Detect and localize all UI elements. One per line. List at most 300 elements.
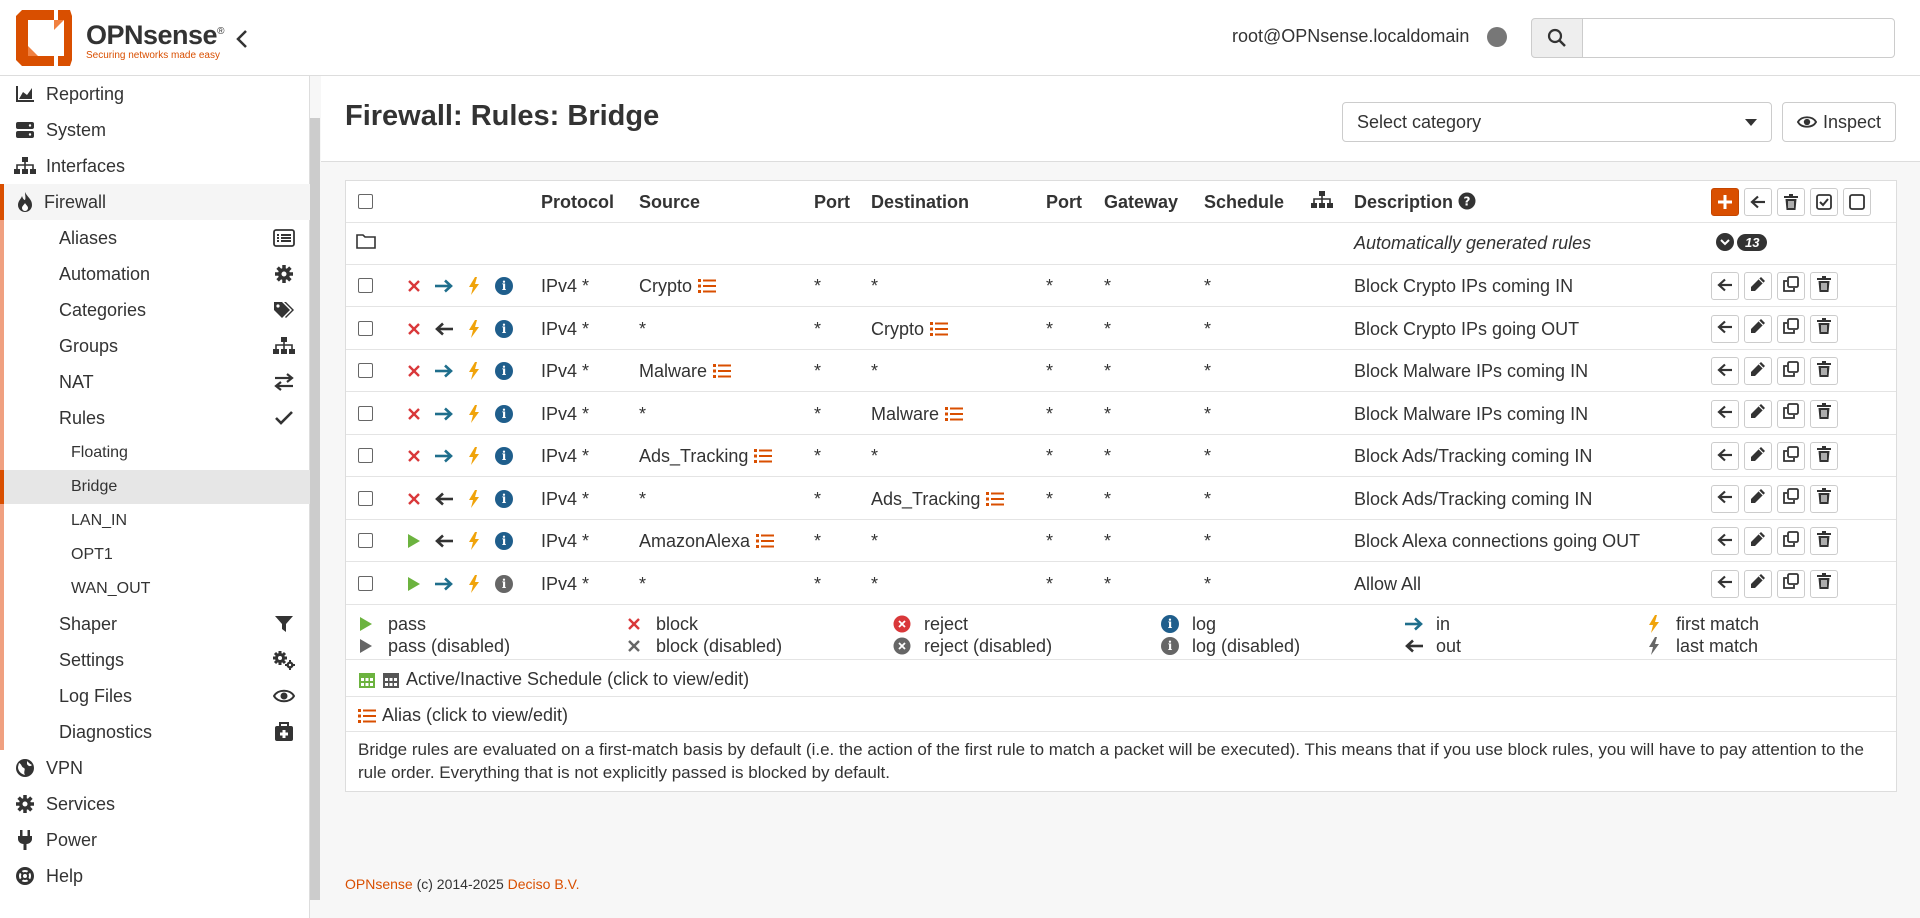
info-icon[interactable]: i bbox=[493, 530, 515, 552]
clone-icon bbox=[1783, 276, 1799, 297]
alias-list-icon[interactable] bbox=[692, 276, 716, 296]
pencil-icon bbox=[1750, 446, 1766, 467]
table-row[interactable] bbox=[346, 520, 1896, 562]
eye-icon bbox=[1797, 114, 1817, 130]
status-indicator[interactable] bbox=[1487, 27, 1507, 47]
table-row[interactable] bbox=[346, 563, 1896, 605]
header-destination-port[interactable]: Port bbox=[1046, 192, 1082, 212]
caret-down-icon bbox=[1745, 119, 1757, 126]
rules-panel bbox=[345, 180, 1897, 792]
arrow-left-icon bbox=[1717, 488, 1733, 509]
move-before-button[interactable] bbox=[1711, 315, 1739, 343]
page-header bbox=[321, 76, 1920, 162]
search-button[interactable] bbox=[1531, 18, 1583, 58]
clone-rule-button[interactable] bbox=[1777, 442, 1805, 470]
trash-icon bbox=[1784, 194, 1798, 210]
cell-destination: * bbox=[871, 573, 879, 594]
rule-checkbox[interactable] bbox=[358, 491, 373, 506]
rule-actions bbox=[1711, 400, 1838, 428]
rule-checkbox[interactable] bbox=[358, 406, 373, 421]
legend-alias: Alias (click to view/edit) bbox=[358, 705, 568, 726]
play-icon[interactable] bbox=[403, 573, 425, 595]
list-icon bbox=[272, 227, 296, 249]
rule-status-icons bbox=[403, 573, 515, 595]
trash-icon bbox=[1817, 573, 1831, 594]
svg-text:?: ? bbox=[1463, 194, 1471, 209]
rule-actions bbox=[1711, 570, 1838, 598]
delete-rule-button[interactable] bbox=[1810, 400, 1838, 428]
cell-schedule: * bbox=[1204, 531, 1212, 551]
sidebar-item-automation[interactable]: Automation bbox=[0, 256, 310, 292]
folder-icon bbox=[356, 232, 376, 255]
info-icon[interactable]: i bbox=[493, 573, 515, 595]
table-row[interactable] bbox=[346, 308, 1896, 350]
move-before-button[interactable] bbox=[1711, 400, 1739, 428]
divider bbox=[346, 659, 1896, 660]
alias-list-icon[interactable] bbox=[924, 319, 948, 339]
sidebar-scrollbar[interactable] bbox=[310, 118, 320, 900]
calendar-icon bbox=[382, 671, 400, 689]
arrow-left-icon bbox=[1717, 403, 1733, 424]
times-icon[interactable] bbox=[403, 275, 425, 297]
clone-icon bbox=[1783, 573, 1799, 594]
opnsense-logo[interactable] bbox=[14, 8, 74, 68]
trash-icon bbox=[1817, 531, 1831, 552]
info-icon: i bbox=[1160, 613, 1180, 635]
deciso-link[interactable]: Deciso B.V. bbox=[507, 876, 580, 892]
plug-icon bbox=[14, 829, 36, 851]
cell-destination[interactable]: Ads_Tracking bbox=[871, 489, 1004, 510]
trash-icon bbox=[1817, 361, 1831, 382]
clone-icon bbox=[1783, 361, 1799, 382]
legend-schedule: Active/Inactive Schedule (click to view/edit) bbox=[358, 669, 749, 690]
trash-icon bbox=[1817, 276, 1831, 297]
cell-gateway: * bbox=[1104, 403, 1112, 424]
cell-gateway: * bbox=[1104, 488, 1112, 509]
cell-protocol: IPv4 * bbox=[541, 573, 590, 594]
info-icon[interactable]: i bbox=[493, 275, 515, 297]
rule-actions bbox=[1711, 272, 1838, 300]
sidebar-item-settings[interactable]: Settings bbox=[0, 642, 310, 678]
pencil-icon bbox=[1750, 276, 1766, 297]
edit-rule-button[interactable] bbox=[1744, 315, 1772, 343]
sidebar-item-firewall[interactable]: Firewall bbox=[0, 184, 310, 220]
cell-source-port: * bbox=[814, 318, 822, 339]
info-icon[interactable]: i bbox=[493, 360, 515, 382]
enable-selected-button[interactable] bbox=[1810, 188, 1838, 216]
edit-rule-button[interactable] bbox=[1744, 570, 1772, 598]
cell-destination[interactable]: Malware bbox=[871, 404, 963, 425]
sidebar-item-wan-out[interactable]: WAN_OUT bbox=[0, 572, 310, 606]
arrow-left-icon bbox=[1717, 318, 1733, 339]
sidebar-item-aliases[interactable]: Aliases bbox=[0, 220, 310, 256]
edit-rule-button[interactable] bbox=[1744, 442, 1772, 470]
disable-selected-button[interactable] bbox=[1843, 188, 1871, 216]
auto-rules-count-badge[interactable]: 13 bbox=[1716, 233, 1767, 251]
cell-schedule: * bbox=[1204, 361, 1212, 381]
table-row[interactable] bbox=[346, 435, 1896, 477]
arrow-right-icon bbox=[433, 445, 455, 467]
delete-rule-button[interactable] bbox=[1810, 315, 1838, 343]
times-icon[interactable] bbox=[403, 318, 425, 340]
cell-source-port: * bbox=[814, 403, 822, 424]
search-input[interactable] bbox=[1582, 18, 1895, 58]
rule-evaluation-note: Bridge rules are evaluated on a first-match basis by default (i.e. the action of the first rule to match a packet will be executed). This means that if you use block rules, you will have to pay attention to the rule order. Everything that is not explicitly passed is blocked by default. bbox=[358, 740, 1864, 782]
cell-schedule: * bbox=[1204, 446, 1212, 466]
chevron-down-icon bbox=[1716, 233, 1734, 251]
arrow-left-icon bbox=[1750, 195, 1766, 209]
alias-list-icon[interactable] bbox=[750, 531, 774, 551]
cell-destination-port: * bbox=[1046, 446, 1054, 466]
pencil-icon bbox=[1750, 488, 1766, 509]
cell-schedule: * bbox=[1204, 318, 1212, 339]
info-icon[interactable]: i bbox=[493, 403, 515, 425]
move-before-button[interactable] bbox=[1711, 485, 1739, 513]
rule-checkbox[interactable] bbox=[358, 533, 373, 548]
main-content bbox=[321, 76, 1920, 918]
arrow-left-icon bbox=[1717, 276, 1733, 297]
times-icon bbox=[624, 635, 644, 657]
help-icon[interactable] bbox=[1458, 192, 1476, 210]
cell-protocol: IPv4 * bbox=[541, 488, 590, 509]
gear-icon bbox=[14, 793, 36, 815]
rule-checkbox[interactable] bbox=[358, 363, 373, 378]
delete-rule-button[interactable] bbox=[1810, 527, 1838, 555]
times-icon[interactable] bbox=[403, 403, 425, 425]
legend-block-disabled: block (disabled) bbox=[624, 635, 782, 657]
plus-icon bbox=[1718, 195, 1732, 209]
exchange-icon bbox=[272, 371, 296, 393]
sidebar-item-lan-in[interactable]: LAN_IN bbox=[0, 504, 310, 538]
alias-list-icon[interactable] bbox=[707, 361, 731, 381]
edit-rule-button[interactable] bbox=[1744, 400, 1772, 428]
cell-gateway: * bbox=[1104, 276, 1112, 296]
sidebar-item-help[interactable]: Help bbox=[0, 858, 310, 894]
cell-description: Block Malware IPs coming IN bbox=[1354, 361, 1589, 381]
rule-status-icons bbox=[403, 530, 515, 552]
legend-last-match: last match bbox=[1644, 635, 1758, 657]
rule-checkbox[interactable] bbox=[358, 576, 373, 591]
arrow-right-icon bbox=[1404, 613, 1424, 635]
rule-status-icons bbox=[403, 318, 515, 340]
times-icon[interactable] bbox=[403, 488, 425, 510]
edit-rule-button[interactable] bbox=[1744, 485, 1772, 513]
sidebar-item-power[interactable]: Power bbox=[0, 822, 310, 858]
header-description[interactable]: Description ? bbox=[1354, 192, 1476, 213]
info-icon: i bbox=[1160, 635, 1180, 657]
header-schedule[interactable]: Schedule bbox=[1204, 192, 1285, 212]
sidebar-item-categories[interactable]: Categories bbox=[0, 292, 310, 328]
check-icon bbox=[272, 407, 296, 429]
times-icon[interactable] bbox=[403, 360, 425, 382]
cell-source[interactable]: AmazonAlexa bbox=[639, 531, 774, 552]
delete-rule-button[interactable] bbox=[1810, 272, 1838, 300]
inspect-button[interactable]: Inspect bbox=[1782, 102, 1896, 142]
cell-source[interactable]: Ads_Tracking bbox=[639, 446, 772, 467]
clone-rule-button[interactable] bbox=[1777, 315, 1805, 343]
cell-description: Allow All bbox=[1354, 573, 1422, 594]
alias-list-icon[interactable] bbox=[980, 489, 1004, 509]
cell-schedule: * bbox=[1204, 573, 1212, 594]
cell-destination-port: * bbox=[1046, 318, 1054, 339]
cell-description: Block Alexa connections going OUT bbox=[1354, 531, 1641, 551]
delete-rule-button[interactable] bbox=[1810, 442, 1838, 470]
clone-rule-button[interactable] bbox=[1777, 400, 1805, 428]
arrow-left-icon bbox=[433, 318, 455, 340]
sidebar-item-log-files[interactable]: Log Files bbox=[0, 678, 310, 714]
sidebar-item-vpn[interactable]: VPN bbox=[0, 750, 310, 786]
pencil-icon bbox=[1750, 403, 1766, 424]
cell-destination[interactable]: Crypto bbox=[871, 319, 948, 340]
square-icon bbox=[1849, 194, 1865, 210]
play-icon bbox=[356, 613, 376, 635]
legend-log-disabled: i log (disabled) bbox=[1160, 635, 1300, 657]
page-title: Firewall: Rules: Bridge bbox=[345, 100, 660, 132]
brand-tagline: Securing networks made easy bbox=[86, 50, 220, 61]
user-name[interactable]: root@OPNsense.localdomain bbox=[1232, 26, 1470, 46]
sidebar-item-interfaces[interactable]: Interfaces bbox=[0, 148, 310, 184]
legend-first-match: first match bbox=[1644, 613, 1759, 635]
check-square-icon bbox=[1816, 194, 1832, 210]
cell-source-port: * bbox=[814, 488, 822, 509]
cell-destination-port: * bbox=[1046, 403, 1054, 424]
bolt-icon bbox=[463, 403, 485, 425]
times-icon[interactable] bbox=[403, 445, 425, 467]
bolt-icon bbox=[463, 445, 485, 467]
delete-rule-button[interactable] bbox=[1810, 570, 1838, 598]
clone-rule-button[interactable] bbox=[1777, 570, 1805, 598]
cell-protocol: IPv4 * bbox=[541, 318, 590, 339]
cell-protocol: IPv4 * bbox=[541, 446, 590, 466]
play-icon[interactable] bbox=[403, 530, 425, 552]
alias-list-icon[interactable] bbox=[939, 404, 963, 424]
header-source[interactable]: Source bbox=[639, 192, 701, 212]
table-row[interactable] bbox=[346, 393, 1896, 435]
cell-destination: * bbox=[871, 361, 879, 381]
rule-status-icons bbox=[403, 488, 515, 510]
cell-source[interactable]: Malware bbox=[639, 361, 731, 382]
search-icon bbox=[1547, 28, 1567, 48]
rule-actions bbox=[1711, 357, 1838, 385]
rule-actions bbox=[1711, 315, 1838, 343]
server-icon bbox=[14, 119, 36, 141]
table-row[interactable] bbox=[346, 350, 1896, 392]
cell-destination-port: * bbox=[1046, 361, 1054, 381]
clone-rule-button[interactable] bbox=[1777, 485, 1805, 513]
move-before-button[interactable] bbox=[1711, 272, 1739, 300]
trash-icon bbox=[1817, 446, 1831, 467]
table-header bbox=[346, 181, 1896, 223]
clone-icon bbox=[1783, 403, 1799, 424]
clone-icon bbox=[1783, 318, 1799, 339]
legend-out: out bbox=[1404, 635, 1461, 657]
arrow-left-icon bbox=[1717, 361, 1733, 382]
brand-name: OPNsense® bbox=[86, 20, 224, 50]
header-destination[interactable]: Destination bbox=[871, 192, 970, 212]
delete-rule-button[interactable] bbox=[1810, 357, 1838, 385]
cell-source: * bbox=[639, 318, 647, 339]
cell-destination: * bbox=[871, 446, 879, 466]
cell-destination-port: * bbox=[1046, 573, 1054, 594]
arrow-right-icon bbox=[433, 360, 455, 382]
legend-in: in bbox=[1404, 613, 1450, 635]
times-circle-icon bbox=[892, 635, 912, 657]
sidebar-item-shaper[interactable]: Shaper bbox=[0, 606, 310, 642]
sidebar-item-nat[interactable]: NAT bbox=[0, 364, 310, 400]
auto-rules-row[interactable]: Automatically generated rules 13 bbox=[346, 223, 1896, 265]
alias-list-icon[interactable] bbox=[748, 446, 772, 466]
pencil-icon bbox=[1750, 573, 1766, 594]
sidebar-item-groups[interactable]: Groups bbox=[0, 328, 310, 364]
collapse-sidebar-icon[interactable] bbox=[232, 26, 252, 52]
pencil-icon bbox=[1750, 361, 1766, 382]
header-source-port[interactable]: Port bbox=[814, 192, 850, 212]
header-protocol[interactable]: Protocol bbox=[541, 192, 615, 212]
sidebar-item-reporting[interactable]: Reporting bbox=[0, 76, 310, 112]
delete-rule-button[interactable] bbox=[1810, 485, 1838, 513]
divider bbox=[346, 696, 1896, 697]
cell-destination-port: * bbox=[1046, 276, 1054, 296]
cell-description: Block Ads/Tracking coming IN bbox=[1354, 446, 1593, 466]
fire-icon bbox=[14, 191, 36, 213]
cell-schedule: * bbox=[1204, 276, 1212, 296]
sidebar-item-floating[interactable]: Floating bbox=[0, 436, 310, 470]
select-all-checkbox[interactable] bbox=[358, 194, 373, 209]
clone-rule-button[interactable] bbox=[1777, 527, 1805, 555]
arrow-left-icon bbox=[1404, 635, 1424, 657]
edit-rule-button[interactable] bbox=[1744, 527, 1772, 555]
pencil-icon bbox=[1750, 531, 1766, 552]
move-before-button[interactable] bbox=[1711, 357, 1739, 385]
edit-rule-button[interactable] bbox=[1744, 357, 1772, 385]
rule-actions bbox=[1711, 442, 1838, 470]
opnsense-link[interactable]: OPNsense bbox=[345, 876, 413, 892]
move-selected-button[interactable] bbox=[1744, 188, 1772, 216]
cell-source-port: * bbox=[814, 361, 822, 381]
sidebar-item-system[interactable]: System bbox=[0, 112, 310, 148]
sitemap-icon bbox=[14, 155, 36, 177]
sidebar-item-diagnostics[interactable]: Diagnostics bbox=[0, 714, 310, 750]
arrow-right-icon bbox=[433, 573, 455, 595]
medkit-icon bbox=[272, 721, 296, 743]
cell-description: Block Ads/Tracking coming IN bbox=[1354, 488, 1593, 509]
legend-pass: pass bbox=[356, 613, 426, 635]
sidebar-item-rules[interactable]: Rules bbox=[0, 400, 310, 436]
clone-rule-button[interactable] bbox=[1777, 272, 1805, 300]
cell-destination-port: * bbox=[1046, 531, 1054, 551]
play-icon bbox=[356, 635, 376, 657]
header-gateway[interactable]: Gateway bbox=[1104, 192, 1179, 212]
cell-description: Block Crypto IPs coming IN bbox=[1354, 276, 1574, 296]
move-before-button[interactable] bbox=[1711, 570, 1739, 598]
cell-source-port: * bbox=[814, 446, 822, 466]
cell-description: Block Malware IPs coming IN bbox=[1354, 403, 1589, 424]
legend-pass-disabled: pass (disabled) bbox=[356, 635, 510, 657]
cell-source[interactable]: Crypto bbox=[639, 276, 716, 297]
clone-icon bbox=[1783, 488, 1799, 509]
filter-icon bbox=[272, 613, 296, 635]
sitemap-icon bbox=[1311, 191, 1333, 214]
calendar-icon bbox=[358, 671, 376, 689]
cell-gateway: * bbox=[1104, 318, 1112, 339]
legend-log: i log bbox=[1160, 613, 1216, 635]
header-actions bbox=[1711, 188, 1871, 216]
eye-icon bbox=[272, 685, 296, 707]
arrow-right-icon bbox=[433, 275, 455, 297]
cell-protocol: IPv4 * bbox=[541, 531, 590, 551]
sidebar-item-opt1[interactable]: OPT1 bbox=[0, 538, 310, 572]
delete-selected-button[interactable] bbox=[1777, 188, 1805, 216]
lifebuoy-icon bbox=[14, 865, 36, 887]
legend-reject-disabled: reject (disabled) bbox=[892, 635, 1052, 657]
cell-source: * bbox=[639, 488, 647, 509]
table-row[interactable] bbox=[346, 478, 1896, 520]
info-icon[interactable]: i bbox=[493, 488, 515, 510]
bolt-icon bbox=[463, 488, 485, 510]
cell-schedule: * bbox=[1204, 403, 1212, 424]
times-icon bbox=[624, 613, 644, 635]
cell-destination: * bbox=[871, 276, 879, 296]
cell-source-port: * bbox=[814, 276, 822, 296]
add-rule-button[interactable] bbox=[1711, 188, 1739, 216]
move-before-button[interactable] bbox=[1711, 442, 1739, 470]
trash-icon bbox=[1817, 403, 1831, 424]
footer: OPNsense (c) 2014-2025 Deciso B.V. bbox=[345, 876, 580, 892]
bolt-icon bbox=[1644, 613, 1664, 635]
rule-checkbox[interactable] bbox=[358, 278, 373, 293]
globe-icon bbox=[14, 757, 36, 779]
cell-protocol: IPv4 * bbox=[541, 276, 590, 296]
table-row[interactable] bbox=[346, 265, 1896, 307]
arrow-left-icon bbox=[433, 530, 455, 552]
cell-source-port: * bbox=[814, 531, 822, 551]
sidebar-item-services[interactable]: Services bbox=[0, 786, 310, 822]
cell-gateway: * bbox=[1104, 531, 1112, 551]
sidebar bbox=[0, 76, 310, 918]
bolt-icon bbox=[463, 275, 485, 297]
rule-actions bbox=[1711, 527, 1838, 555]
gear-icon bbox=[272, 263, 296, 285]
arrow-left-icon bbox=[1717, 573, 1733, 594]
cell-source: * bbox=[639, 573, 647, 594]
trash-icon bbox=[1817, 318, 1831, 339]
rule-status-icons bbox=[403, 403, 515, 425]
rule-actions bbox=[1711, 485, 1838, 513]
cell-source: * bbox=[639, 403, 647, 424]
sidebar-item-bridge[interactable]: Bridge bbox=[0, 470, 310, 504]
rule-checkbox[interactable] bbox=[358, 448, 373, 463]
gears-icon bbox=[272, 649, 296, 671]
cell-gateway: * bbox=[1104, 446, 1112, 466]
bolt-icon bbox=[463, 360, 485, 382]
rule-status-icons bbox=[403, 275, 515, 297]
edit-rule-button[interactable] bbox=[1744, 272, 1772, 300]
move-before-button[interactable] bbox=[1711, 527, 1739, 555]
trash-icon bbox=[1817, 488, 1831, 509]
info-icon[interactable]: i bbox=[493, 445, 515, 467]
cell-description: Block Crypto IPs going OUT bbox=[1354, 318, 1580, 339]
clone-rule-button[interactable] bbox=[1777, 357, 1805, 385]
rule-status-icons bbox=[403, 360, 515, 382]
rule-checkbox[interactable] bbox=[358, 321, 373, 336]
cell-schedule: * bbox=[1204, 488, 1212, 509]
arrow-left-icon bbox=[1717, 531, 1733, 552]
pencil-icon bbox=[1750, 318, 1766, 339]
category-select[interactable]: Select category bbox=[1342, 102, 1772, 142]
sitemap-icon bbox=[272, 335, 296, 357]
tags-icon bbox=[272, 299, 296, 321]
info-icon[interactable]: i bbox=[493, 318, 515, 340]
